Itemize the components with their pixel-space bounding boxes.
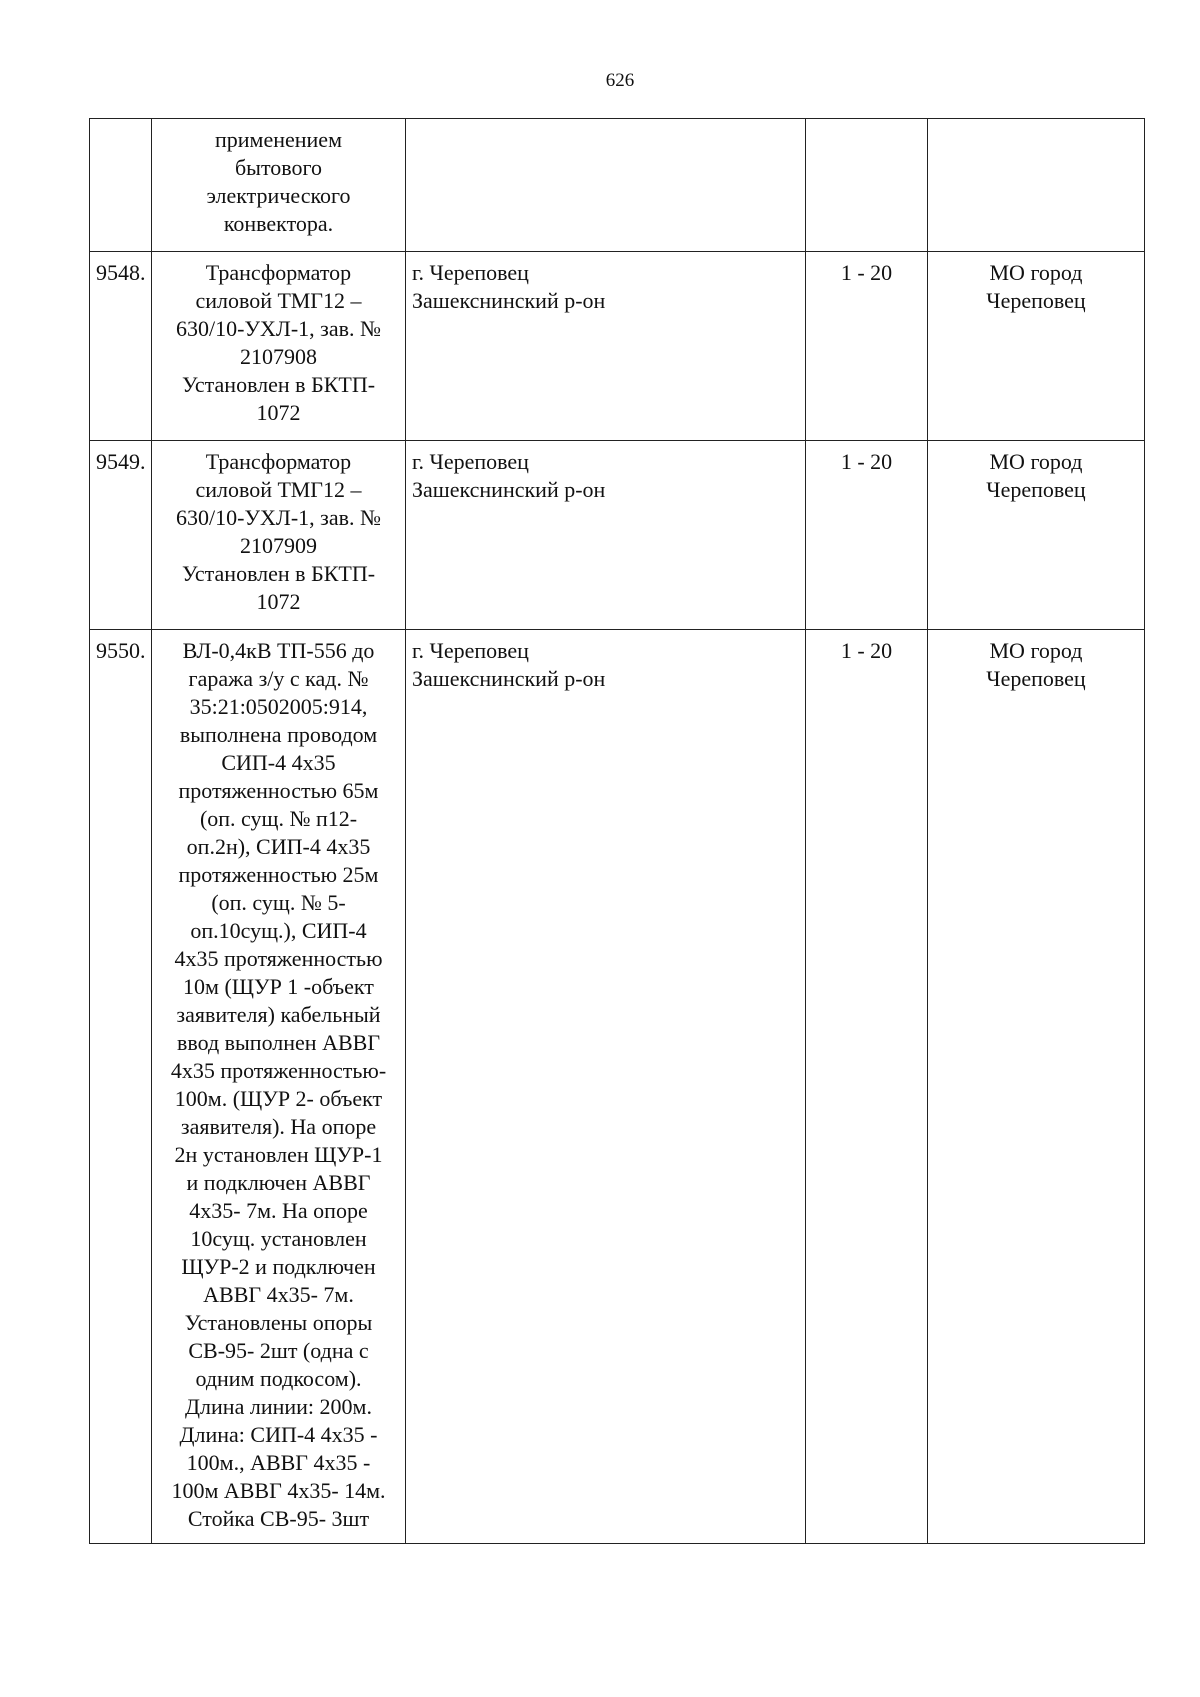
term-cell: 1 - 20: [806, 441, 928, 630]
address-cell: г. Череповец Зашекснинский р-он: [406, 441, 806, 630]
term-cell: [806, 119, 928, 252]
address-cell: г. Череповец Зашекснинский р-он: [406, 252, 806, 441]
object-name-cell: применением бытового электрического конвектора.: [152, 119, 406, 252]
term-cell: 1 - 20: [806, 630, 928, 1544]
row-number-cell: 9549.: [90, 441, 152, 630]
table-row: [90, 441, 1145, 630]
municipality-cell: МО город Череповец: [928, 441, 1145, 630]
municipality-cell: [928, 119, 1145, 252]
object-name-cell: ВЛ-0,4кВ ТП-556 до гаража з/у с кад. № 35:21:0502005:914, выполнена проводом СИП-4 4х35 протяженностью 65м (оп. сущ. № п12- оп.2н), СИП-4 4х35 протяженностью 25м (оп. сущ. № 5- оп.10сущ.), СИП-4 4х35 протяженностью 10м (ЩУР 1 -объект заявителя) кабельный ввод выполнен АВВГ 4х35 протяженностью- 100м. (ЩУР 2- объект заявителя). На опоре 2н установлен ЩУР-1 и подключен АВВГ 4х35- 7м. На опоре 10сущ. установлен ЩУР-2 и подключен АВВГ 4х35- 7м. Установлены опоры СВ-95- 2шт (одна с одним подкосом). Длина линии: 200м. Длина: СИП-4 4х35 - 100м., АВВГ 4х35 - 100м АВВГ 4х35- 14м. Стойка СВ-95- 3шт: [152, 630, 406, 1544]
row-number-cell: 9550.: [90, 630, 152, 1544]
row-number-cell: 9548.: [90, 252, 152, 441]
municipality-cell: МО город Череповец: [928, 630, 1145, 1544]
object-name-cell: Трансформатор силовой ТМГ12 – 630/10-УХЛ-1, зав. № 2107908 Установлен в БКТП- 1072: [152, 252, 406, 441]
page-number: 626: [605, 70, 635, 91]
term-cell: 1 - 20: [806, 252, 928, 441]
registry-table: [89, 118, 1145, 1544]
table-row: [90, 630, 1145, 1544]
table-row: [90, 119, 1145, 252]
address-cell: [406, 119, 806, 252]
object-name-cell: Трансформатор силовой ТМГ12 – 630/10-УХЛ-1, зав. № 2107909 Установлен в БКТП- 1072: [152, 441, 406, 630]
address-cell: г. Череповец Зашекснинский р-он: [406, 630, 806, 1544]
municipality-cell: МО город Череповец: [928, 252, 1145, 441]
row-number-cell: [90, 119, 152, 252]
table-row: [90, 252, 1145, 441]
